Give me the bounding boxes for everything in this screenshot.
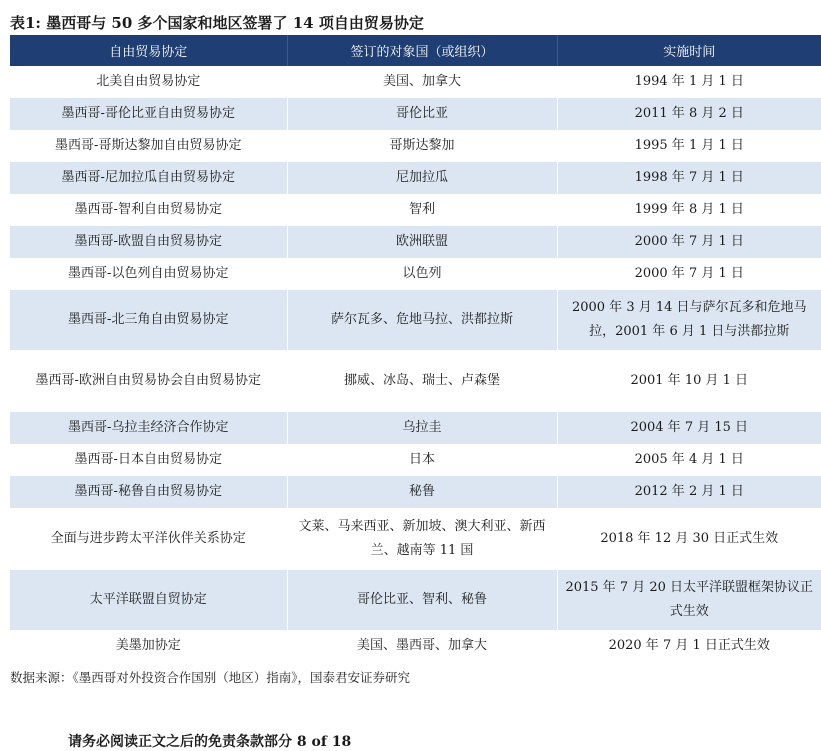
cell-partners: 哥斯达黎加 <box>287 130 557 162</box>
table-row <box>10 508 821 570</box>
table-row <box>10 194 821 226</box>
cell-partners: 欧洲联盟 <box>287 226 557 258</box>
cell-agreement: 墨西哥-哥斯达黎加自由贸易协定 <box>10 130 287 162</box>
cell-agreement: 太平洋联盟自贸协定 <box>10 570 287 630</box>
cell-partners: 以色列 <box>287 258 557 290</box>
cell-partners: 美国、墨西哥、加拿大 <box>287 630 557 662</box>
table-row <box>10 476 821 508</box>
cell-effective-date: 1994 年 1 月 1 日 <box>557 66 821 98</box>
cell-partners: 秘鲁 <box>287 476 557 508</box>
cell-effective-date: 2011 年 8 月 2 日 <box>557 98 821 130</box>
table-row <box>10 290 821 350</box>
cell-agreement: 美墨加协定 <box>10 630 287 662</box>
column-header-effective-date: 实施时间 <box>557 35 821 66</box>
table-row <box>10 350 821 412</box>
cell-partners: 文莱、马来西亚、新加坡、澳大利亚、新西兰、越南等 11 国 <box>287 508 557 570</box>
cell-agreement: 墨西哥-日本自由贸易协定 <box>10 444 287 476</box>
column-header-agreement: 自由贸易协定 <box>10 35 287 66</box>
cell-agreement: 墨西哥-智利自由贸易协定 <box>10 194 287 226</box>
cell-agreement: 墨西哥-北三角自由贸易协定 <box>10 290 287 350</box>
cell-agreement: 墨西哥-欧洲自由贸易协会自由贸易协定 <box>10 350 287 412</box>
data-source-note: 数据来源：《墨西哥对外投资合作国别（地区）指南》，国泰君安证券研究 <box>10 670 411 685</box>
cell-effective-date: 2012 年 2 月 1 日 <box>557 476 821 508</box>
page-footer: 请务必阅读正文之后的免责条款部分 8 of 18 <box>68 734 352 750</box>
cell-agreement: 北美自由贸易协定 <box>10 66 287 98</box>
cell-effective-date: 1998 年 7 月 1 日 <box>557 162 821 194</box>
cell-partners: 智利 <box>287 194 557 226</box>
cell-partners: 尼加拉瓜 <box>287 162 557 194</box>
table-row <box>10 570 821 630</box>
cell-agreement: 墨西哥-以色列自由贸易协定 <box>10 258 287 290</box>
cell-partners: 挪威、冰岛、瑞士、卢森堡 <box>287 350 557 412</box>
cell-partners: 日本 <box>287 444 557 476</box>
table-row <box>10 444 821 476</box>
cell-effective-date: 2004 年 7 月 15 日 <box>557 412 821 444</box>
cell-partners: 哥伦比亚 <box>287 98 557 130</box>
table-header-row <box>10 35 821 66</box>
cell-partners: 乌拉圭 <box>287 412 557 444</box>
table-row <box>10 630 821 662</box>
cell-partners: 美国、加拿大 <box>287 66 557 98</box>
cell-agreement: 墨西哥-哥伦比亚自由贸易协定 <box>10 98 287 130</box>
cell-effective-date: 2015 年 7 月 20 日太平洋联盟框架协议正式生效 <box>557 570 821 630</box>
table-row <box>10 130 821 162</box>
cell-effective-date: 1995 年 1 月 1 日 <box>557 130 821 162</box>
cell-agreement: 墨西哥-秘鲁自由贸易协定 <box>10 476 287 508</box>
table-row <box>10 98 821 130</box>
cell-effective-date: 1999 年 8 月 1 日 <box>557 194 821 226</box>
cell-effective-date: 2020 年 7 月 1 日正式生效 <box>557 630 821 662</box>
table-row <box>10 66 821 98</box>
cell-effective-date: 2000 年 7 月 1 日 <box>557 258 821 290</box>
table-row <box>10 412 821 444</box>
cell-partners: 萨尔瓦多、危地马拉、洪都拉斯 <box>287 290 557 350</box>
cell-effective-date: 2018 年 12 月 30 日正式生效 <box>557 508 821 570</box>
table-row <box>10 258 821 290</box>
cell-partners: 哥伦比亚、智利、秘鲁 <box>287 570 557 630</box>
cell-agreement: 墨西哥-乌拉圭经济合作协定 <box>10 412 287 444</box>
table-row <box>10 162 821 194</box>
fta-table <box>10 35 821 662</box>
cell-effective-date: 2001 年 10 月 1 日 <box>557 350 821 412</box>
cell-agreement: 墨西哥-尼加拉瓜自由贸易协定 <box>10 162 287 194</box>
cell-agreement: 墨西哥-欧盟自由贸易协定 <box>10 226 287 258</box>
table-row <box>10 226 821 258</box>
cell-effective-date: 2000 年 7 月 1 日 <box>557 226 821 258</box>
table-title: 表1: 墨西哥与 50 多个国家和地区签署了 14 项自由贸易协定 <box>10 14 424 32</box>
column-header-partners: 签订的对象国（或组织） <box>287 35 557 66</box>
cell-effective-date: 2005 年 4 月 1 日 <box>557 444 821 476</box>
cell-effective-date: 2000 年 3 月 14 日与萨尔瓦多和危地马拉，2001 年 6 月 1 日与洪都拉斯 <box>557 290 821 350</box>
cell-agreement: 全面与进步跨太平洋伙伴关系协定 <box>10 508 287 570</box>
